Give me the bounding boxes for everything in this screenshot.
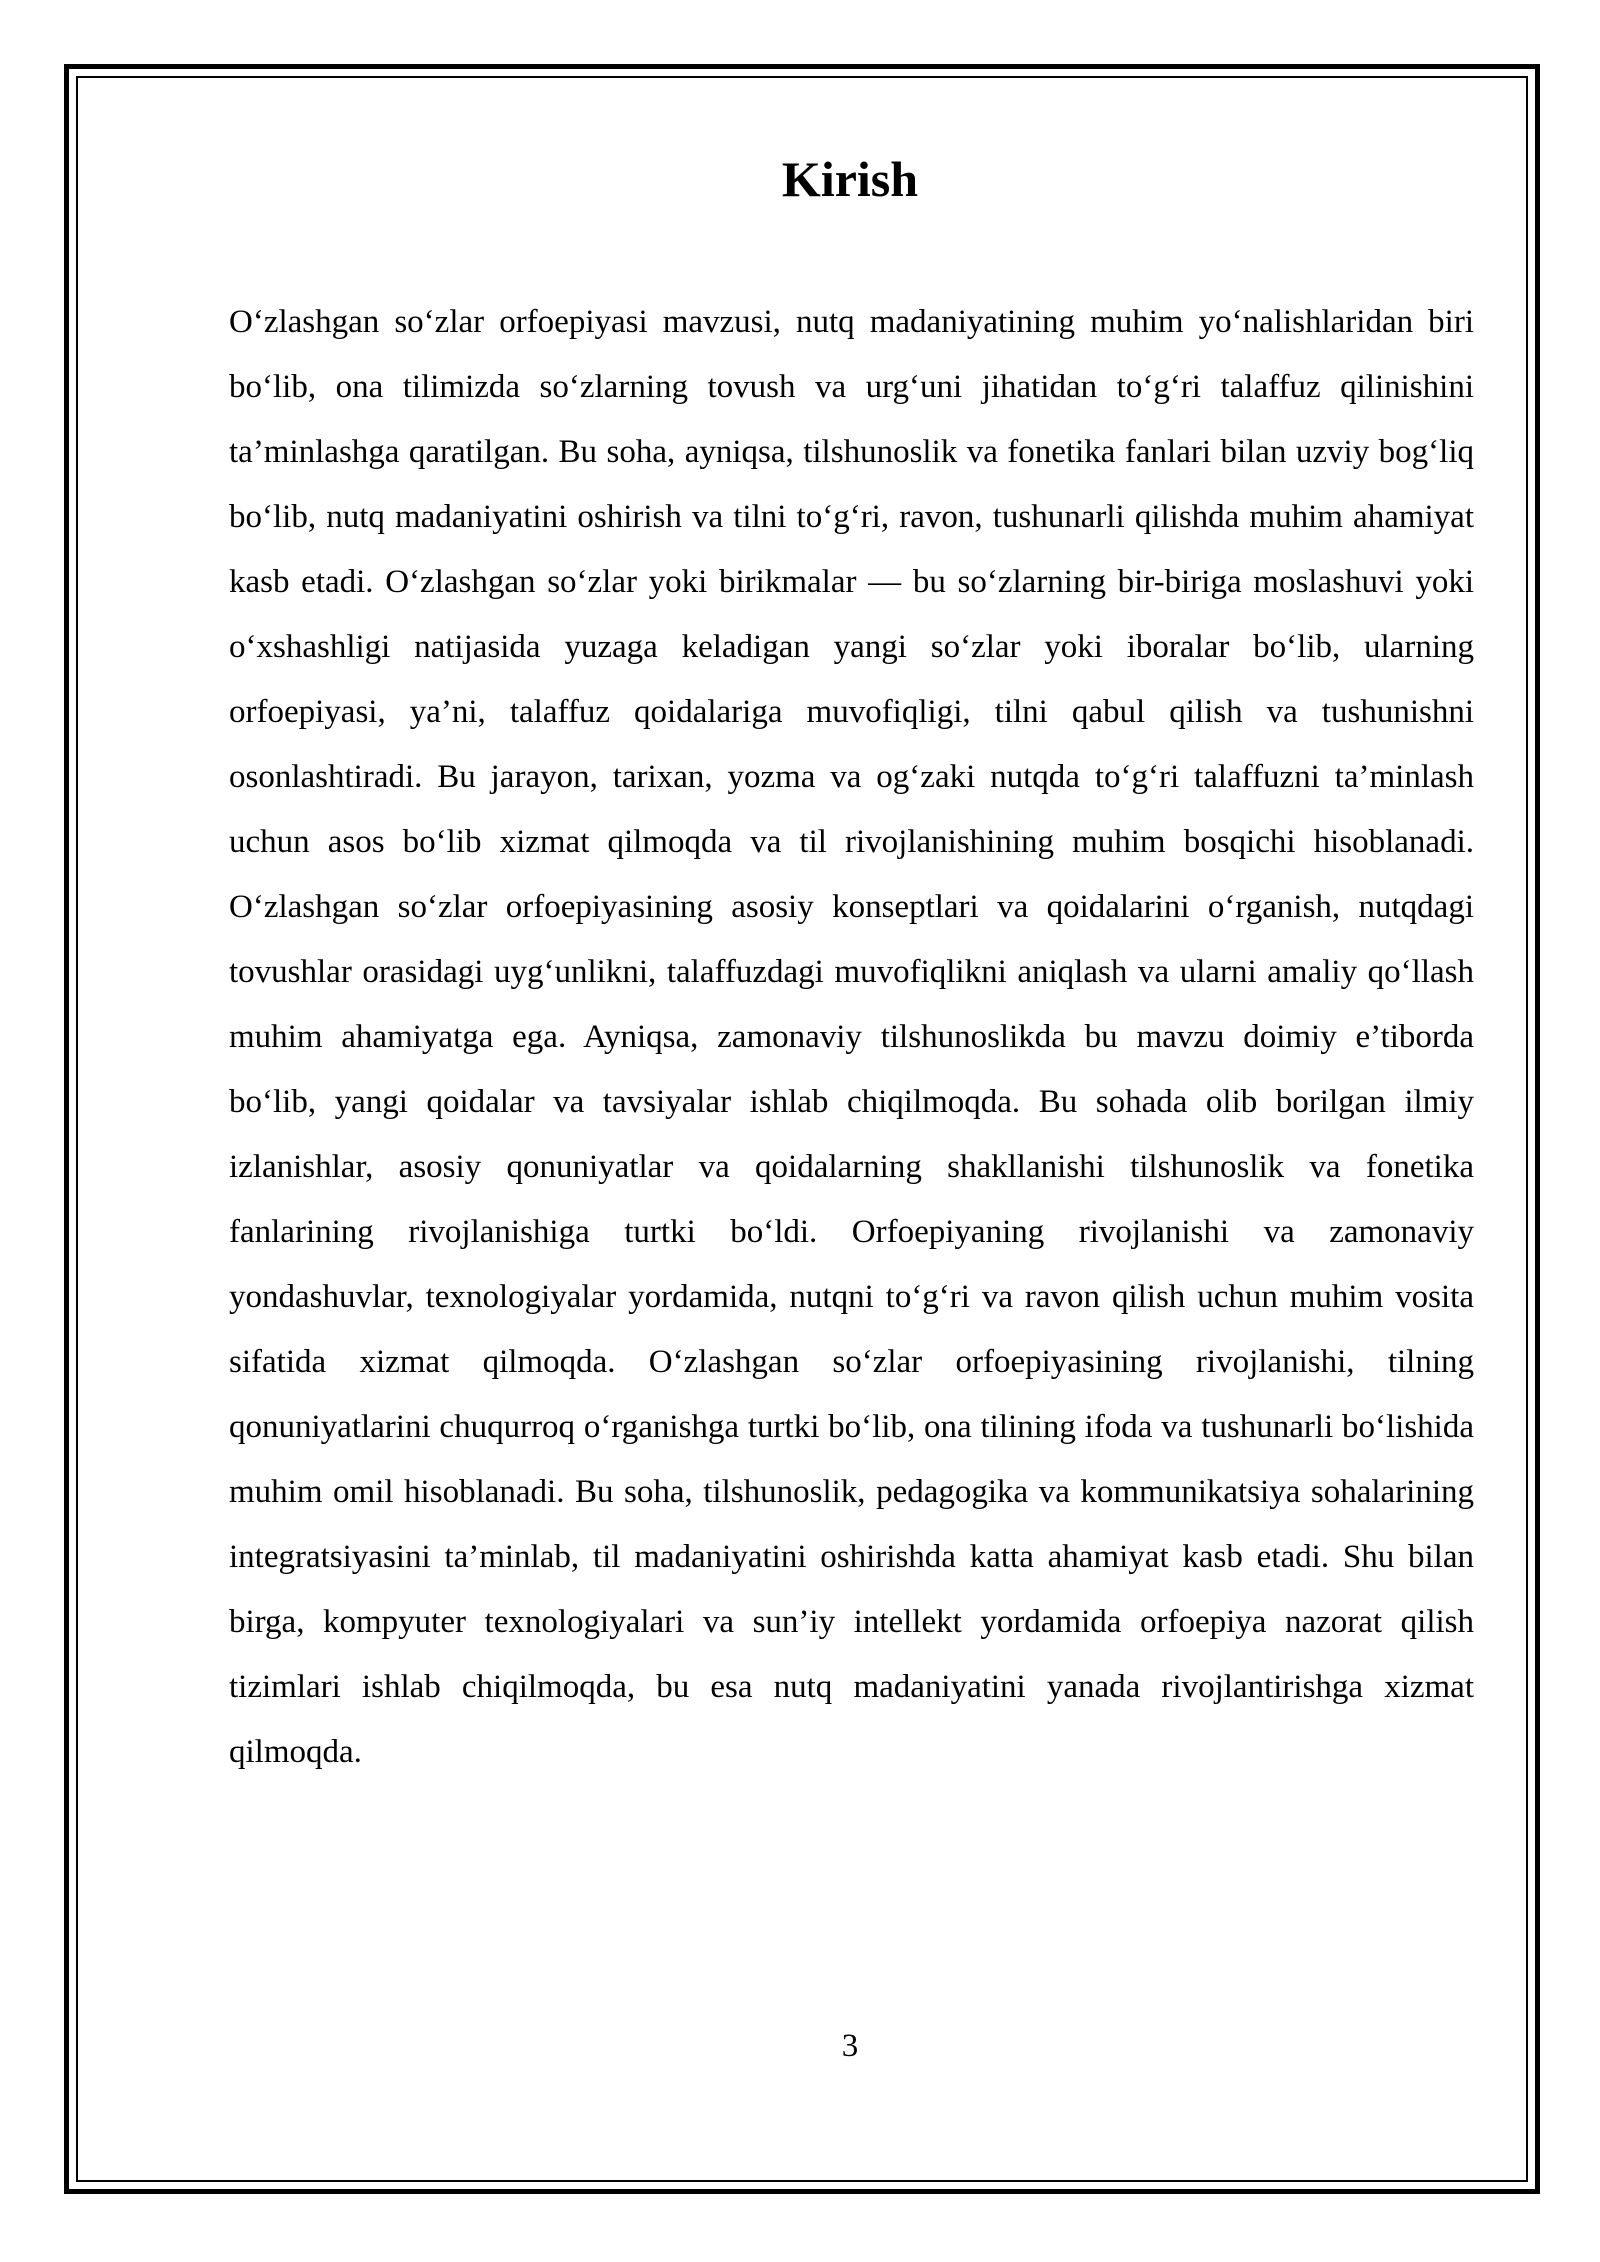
- body-text: [229, 290, 1474, 1785]
- page-title: Kirish: [781, 151, 919, 207]
- paragraph-1: O‘zlashgan so‘zlar orfoepiyasi mavzusi, nutq madaniyatining muhim yo‘nalishlaridan biri bo‘lib, ona tilimizda so‘zlarning tovush va urg‘uni jihatidan to‘g‘ri talaffuz qilinishini ta’minlashga qaratilgan. Bu soha, ayniqsa, tilshunoslik va fonetika fanlari bilan uzviy bog‘liq bo‘lib, nutq madaniyatini oshirish va tilni to‘g‘ri, ravon, tushunarli qilishda muhim ahamiyat kasb etadi. O‘zlashgan so‘zlar yoki birikmalar — bu so‘zlarning bir-biriga moslashuvi yoki o‘xshashligi natijasida yuzaga keladigan yangi so‘zlar yoki iboralar bo‘lib, ularning orfoepiyasi, ya’ni, talaffuz qoidalariga muvofiqligi, tilni qabul qilish va tushunishni osonlashtiradi. Bu jarayon, tarixan, yozma va og‘zaki nutqda to‘g‘ri talaffuzni ta’minlash uchun asos bo‘lib xizmat qilmoqda va til rivojlanishining muhim bosqichi hisoblanadi.: [229, 304, 1474, 860]
- paragraph-2: O‘zlashgan so‘zlar orfoepiyasining asosiy konseptlari va qoidalarini o‘rganish, nutqdagi tovushlar orasidagi uyg‘unlikni, talaffuzdagi muvofiqlikni aniqlash va ularni amaliy qo‘llash muhim ahamiyatga ega. Ayniqsa, zamonaviy tilshunoslikda bu mavzu doimiy e’tiborda bo‘lib, yangi qoidalar va tavsiyalar ishlab chiqilmoqda. Bu sohada olib borilgan ilmiy izlanishlar, asosiy qonuniyatlar va qoidalarning shakllanishi tilshunoslik va fonetika fanlarining rivojlanishiga turtki bo‘ldi. Orfoepiyaning rivojlanishi va zamonaviy yondashuvlar, texnologiyalar yordamida, nutqni to‘g‘ri va ravon qilish uchun muhim vosita sifatida xizmat qilmoqda. O‘zlashgan so‘zlar orfoepiyasining rivojlanishi, tilning qonuniyatlarini chuqurroq o‘rganishga turtki bo‘lib, ona tilining ifoda va tushunarli bo‘lishida muhim omil hisoblanadi. Bu soha, tilshunoslik, pedagogika va kommunikatsiya sohalarining integratsiyasini ta’minlab, til madaniyatini oshirishda katta ahamiyat kasb etadi. Shu bilan birga, kompyuter texnologiyalari va sun’iy intellekt yordamida orfoepiya nazorat qilish tizimlari ishlab chiqilmoqda, bu esa nutq madaniyatini yanada rivojlantirishga xizmat qilmoqda.: [229, 889, 1474, 1770]
- page-number: 3: [841, 2028, 859, 2064]
